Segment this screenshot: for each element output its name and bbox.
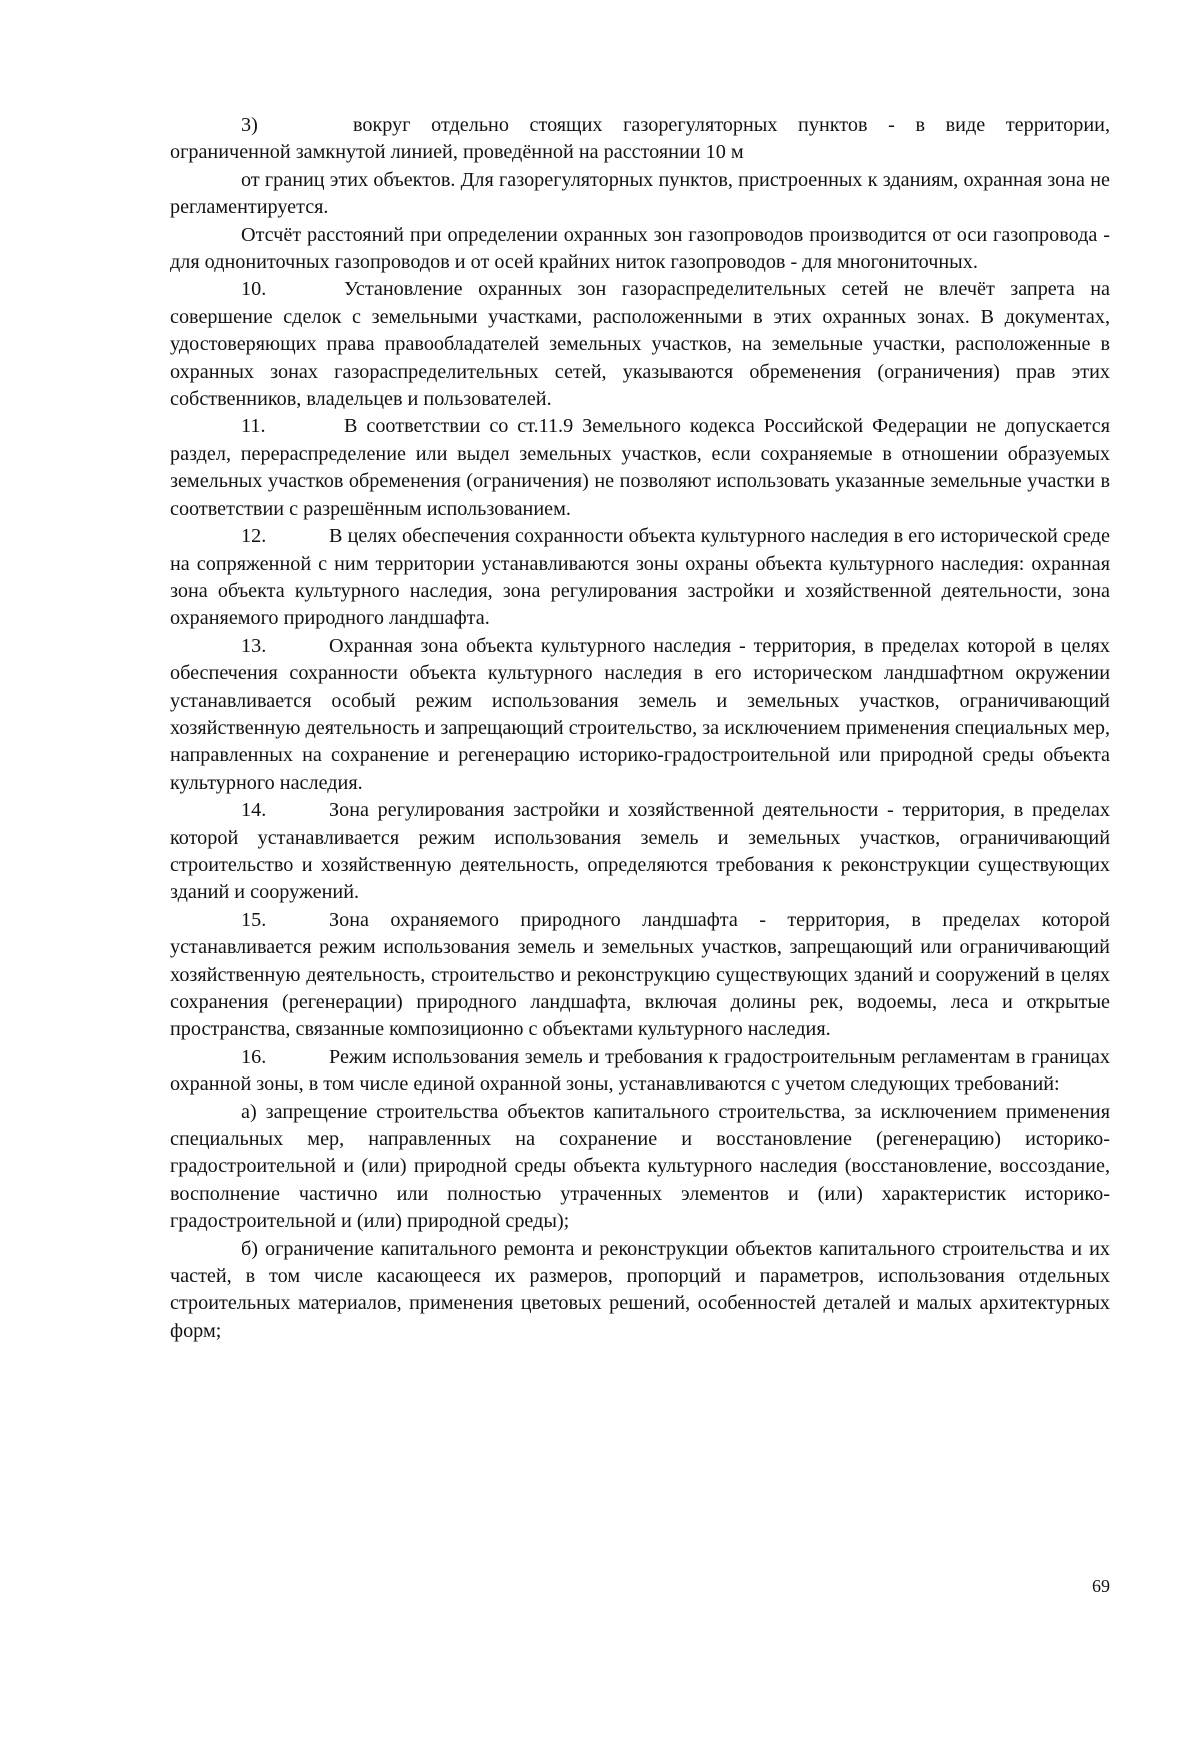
paragraph-10 xyxy=(170,276,1110,413)
paragraph-text: вокруг отдельно стоящих газорегуляторных пунктов - в виде территории, ограниченной замкнутой линией, проведённой на расстоянии 10 м xyxy=(170,114,1110,164)
paragraph-3 xyxy=(170,112,1110,167)
paragraph-text: Зона охраняемого природного ландшафта - территория, в пределах которой устанавливается режим использования земель и земельных участков, запрещающий или ограничивающий хозяйственную деятельность, строительство и реконструкцию существующих зданий и сооружений в целях сохранения (регенерации) природного ландшафта, включая долины рек, водоемы, леса и открытые пространства, связанные композиционно с объектами культурного наследия. xyxy=(170,908,1110,1041)
paragraph-a: а) запрещение строительства объектов капитального строительства, за исключением применения специальных мер, направленных на сохранение и восстановление (регенерацию) историко-градостроительной и (или) природной среды объекта культурного наследия (восстановление, воссоздание, восполнение частично или полностью утраченных элементов и (или) характеристик историко-градостроительной и (или) природной среды); xyxy=(170,1100,1110,1233)
paragraph-text: Установление охранных зон газораспределительных сетей не влечёт запрета на совершение сделок с земельными участками, расположенными в этих охранных зонах. В документах, удостоверяющих права правообладателей земельных участков, на земельные участки, расположенные в охранных зонах газораспределительных сетей, указываются обременения (ограничения) прав этих собственников, владельцев и пользователей. xyxy=(170,278,1110,411)
item-number: 15. xyxy=(241,908,267,931)
paragraph-14 xyxy=(170,797,1110,907)
paragraph-axis-distance: Отсчёт расстояний при определении охранных зон газопроводов производится от оси газопровода - для однониточных газопроводов и от осей крайних ниток газопроводов - для многониточных. xyxy=(170,223,1110,274)
item-number: 10. xyxy=(241,278,267,301)
paragraph-b: б) ограничение капитального ремонта и реконструкции объектов капитального строительства и их частей, в том числе касающееся их размеров, пропорций и параметров, использования отдельных строительных материалов, применения цветовых решений, особенностей деталей и малых архитектурных форм; xyxy=(170,1237,1110,1342)
item-number: 13. xyxy=(241,634,267,657)
item-number: 14. xyxy=(241,799,267,822)
page-number: 69 xyxy=(1092,1576,1110,1596)
paragraph-16 xyxy=(170,1044,1110,1099)
item-number: 11. xyxy=(241,415,266,438)
paragraph-text: В соответствии со ст.11.9 Земельного кодекса Российской Федерации не допускается раздел, перераспределение или выдел земельных участков, если сохраняемые в отношении образуемых земельных участков обременения (ограничения) не позволяют использовать указанные земельные участки в соответствии с разрешённым использованием. xyxy=(170,415,1110,520)
item-number: 3) xyxy=(241,114,258,136)
document-body xyxy=(170,112,1110,1345)
paragraph-text: Охранная зона объекта культурного наследия - территория, в пределах которой в целях обеспечения сохранности объекта культурного наследия в его историческом ландшафтном окружении устанавливается особый режим использования земель и земельных участков, ограничивающий хозяйственную деятельность и запрещающий строительство, за исключением применения специальных мер, направленных на сохранение и регенерацию историко-градостроительной или природной среды объекта культурного наследия. xyxy=(170,634,1110,794)
paragraph-text: Зона регулирования застройки и хозяйственной деятельности - территория, в пределах которой устанавливается режим использования земель и земельных участков, ограничивающий строительство и хозяйственную деятельность, определяются требования к реконструкции существующих зданий и сооружений. xyxy=(170,799,1110,904)
paragraph-text: Режим использования земель и требования к градостроительным регламентам в границах охранной зоны, в том числе единой охранной зоны, устанавливаются с учетом следующих требований: xyxy=(170,1045,1110,1096)
paragraph-3-continuation: от границ этих объектов. Для газорегуляторных пунктов, пристроенных к зданиям, охранная зона не регламентируется. xyxy=(170,168,1110,219)
paragraph-15 xyxy=(170,907,1110,1044)
paragraph-13 xyxy=(170,633,1110,797)
paragraph-text: В целях обеспечения сохранности объекта культурного наследия в его исторической среде на сопряженной с ним территории устанавливаются зоны охраны объекта культурного наследия: охранная зона объекта культурного наследия, зона регулирования застройки и хозяйственной деятельности, зона охраняемого природного ландшафта. xyxy=(170,525,1110,630)
paragraph-12 xyxy=(170,523,1110,633)
item-number: 12. xyxy=(241,525,267,548)
paragraph-11 xyxy=(170,413,1110,523)
item-number: 16. xyxy=(241,1045,267,1068)
